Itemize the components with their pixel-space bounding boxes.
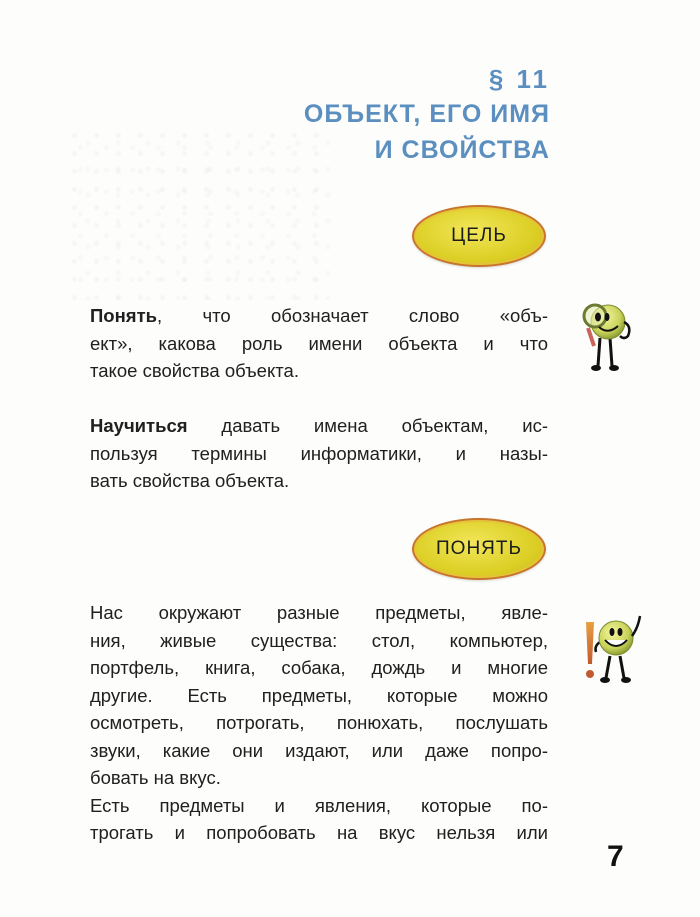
goal-learn-text [90, 412, 548, 495]
text-line: ект», какова роль имени объекта и что [90, 332, 548, 354]
goal-learn-keyword: Научиться [90, 415, 188, 436]
background-texture [70, 130, 330, 300]
page-number: 7 [607, 840, 624, 873]
body-text [90, 599, 548, 847]
text-line: звуки, какие они издают, или даже попро- [90, 739, 548, 761]
text-line-content: Нас окружают разные предметы, явле- [90, 602, 548, 623]
text-line: ния, живые существа: стол, компьютер, [90, 629, 548, 651]
section-title-line-2: И СВОЙСТВА [374, 136, 550, 164]
text-line: пользуя термины информатики, и назы- [90, 442, 548, 464]
smiley-with-magnifier-icon [578, 296, 634, 374]
text-line: портфель, книга, собака, дождь и многие [90, 657, 548, 678]
text-line: другие. Есть предметы, которые можно [90, 684, 548, 706]
text-line [90, 792, 548, 820]
goal-understand-text [90, 302, 548, 385]
text-line: вать свойства объекта. [90, 470, 290, 491]
understand-badge-label: ПОНЯТЬ [436, 538, 522, 559]
text-line: такое свойства объекта. [90, 360, 299, 381]
understand-badge [412, 518, 546, 580]
section-heading [304, 62, 550, 168]
text-line: бовать на вкус. [90, 767, 221, 788]
section-title-line-1: ОБЪЕКТ, ЕГО ИМЯ [303, 100, 550, 128]
smiley-with-exclamation-icon [580, 612, 656, 688]
text-line: давать имена объектам, ис- [187, 415, 548, 436]
text-line: осмотреть, потрогать, понюхать, послушать [90, 712, 548, 733]
goal-badge [412, 205, 546, 267]
text-line: , что обозначает слово «объ- [157, 305, 548, 326]
goal-badge-label: ЦЕЛЬ [451, 225, 507, 246]
text-line [90, 599, 548, 627]
paragraph-number: § 11 [488, 64, 550, 94]
text-line-content: Есть предметы и явления, которые по- [90, 794, 548, 816]
goal-understand-keyword: Понять [90, 305, 157, 326]
text-line: трогать и попробовать на вкус нельзя или [90, 822, 548, 843]
